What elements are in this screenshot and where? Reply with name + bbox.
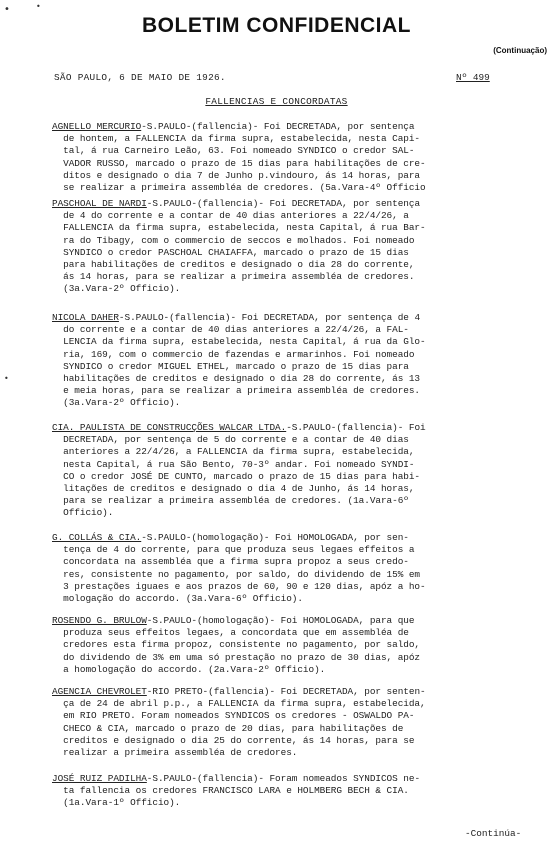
entry-line: -S.PAULO-(homologação)- Foi HOMOLOGADA, por sen-: [141, 532, 409, 543]
entry-line: -S.PAULO-(fallencia)- Foram nomeados SYNDICOS ne-: [146, 773, 421, 784]
entry-line: litações de creditos e designado o dia 4 de Junho, ás 14 horas,: [52, 483, 415, 495]
entry-line: de hontem, a FALLENCIA da firma supra, estabelecida, nesta Capi-: [52, 133, 421, 145]
entry-line: ás 14 horas, para se realizar a primeira assembléa de credores.: [52, 271, 415, 283]
entry-line: ta fallencia os credores FRANCISCO LARA e HOLMBERG BECH & CIA.: [52, 785, 409, 797]
entry-name: AGENCIA CHEVROLET: [52, 686, 147, 697]
entry-line: res, consistente no pagamento, por saldo, do dividendo de 15% em: [52, 568, 421, 580]
entry-line: -RIO PRETO-(fallencia)- Foi DECRETADA, por senten-: [146, 686, 426, 697]
entry-line: ditos e designado o dia 7 de Junho p.vindouro, ás 14 horas, para: [52, 169, 421, 181]
entry-line: SYNDICO o credor PASCHOAL CHAIAFFA, marcado o prazo de 15 dias: [52, 246, 409, 258]
entry-line: CHECO & CIA, marcado o prazo de 20 dias, para habilitações de: [52, 722, 404, 734]
margin-mark: •: [4, 374, 9, 383]
entry-line: VADOR RUSSO, marcado o prazo de 15 dias para habilitações de cre-: [52, 157, 426, 169]
entry-line: anteriores a 22/4/26, a FALLENCIA da firma supra, estabelecida,: [52, 446, 415, 458]
entry-cia-paulista-walcar: [52, 422, 544, 520]
entry-name: JOSÉ RUIZ PADILHA: [52, 773, 147, 784]
entry-jose-ruiz-padilha: [52, 773, 544, 810]
margin-mark: •: [4, 4, 10, 15]
entry-line: de 4 do corrente e a contar de 40 dias anteriores a 22/4/26, a: [52, 210, 409, 222]
entry-line: DECRETADA, por sentença de 5 do corrente e a contar de 40 dias: [52, 434, 409, 446]
entry-line: ça de 24 de abril p.p., a FALLENCIA da firma supra, estabelecida,: [52, 698, 426, 710]
bulletin-number: Nº 499: [456, 72, 490, 83]
entry-name: AGNELLO MERCURIO: [52, 121, 142, 132]
entry-name: PASCHOAL DE NARDI: [52, 198, 147, 209]
entry-line: FALLENCIA da firma supra, estabelecida, nesta Capital, á rua Bar-: [52, 222, 426, 234]
entry-line: do dividendo de 3% em uma só prestação no prazo de 30 dias, apóz: [52, 651, 421, 663]
entry-line: 3 prestações iguaes e aos prazos de 60, 90 e 120 dias, apóz a ho-: [52, 580, 426, 592]
entry-line: e meia horas, para se realizar a primeira assembléa de credores.: [52, 385, 421, 397]
entry-line: LENCIA da firma supra, estabelecida, nesta Capital, á rua da Glo-: [52, 336, 426, 348]
entry-line: realizar a primeira assembléa de credores.: [52, 747, 298, 759]
entry-line: CO o credor JOSÉ DE CUNTO, marcado o prazo de 15 dias para habi-: [52, 470, 421, 482]
entry-line: (3a.Vara-2º Officio).: [52, 397, 181, 409]
entry-line: para se realizar a primeira assembléa de credores. (1a.Vara-6º: [52, 495, 409, 507]
entry-line: mologação do accordo. (3a.Vara-6º Officio).: [52, 593, 303, 605]
entry-line: ra do Tibagy, com o commercio de seccos e molhados. Foi nomeado: [52, 234, 415, 246]
section-title: FALLENCIAS E CONCORDATAS: [205, 96, 348, 107]
continuation-label: (Continuação): [493, 46, 547, 55]
entry-line: habilitações de creditos e designado o dia 28 do corrente, ás 13: [52, 373, 421, 385]
entry-line: em RIO PRETO. Foram nomeados SYNDICOS os credores - OSWALDO PA-: [52, 710, 415, 722]
entry-line: (3a.Vara-2º Officio).: [52, 283, 181, 295]
entry-line: (1a.Vara-1º Officio).: [52, 797, 181, 809]
dateline: SÃO PAULO, 6 DE MAIO DE 1926.: [54, 72, 226, 83]
entry-line: tença de 4 do corrente, para que produza seus legaes effeitos a: [52, 544, 415, 556]
entry-agencia-chevrolet: [52, 686, 544, 759]
entry-name: NICOLA DAHER: [52, 312, 119, 323]
entry-line: produza seus effeitos legaes, a concordata que em assembléa de: [52, 627, 409, 639]
entry-rosendo-brulow: [52, 615, 544, 676]
entry-line: -S.PAULO-(fallencia)- Foi: [286, 422, 426, 433]
entry-line: -S.PAULO-(homologação)- Foi HOMOLOGADA, para que: [146, 615, 415, 626]
entry-line: credores esta firma propoz, consistente no pagamento, por saldo,: [52, 639, 421, 651]
entry-line: concordata na assembléa que a firma supra propoz a seus credo-: [52, 556, 409, 568]
document-title: BOLETIM CONFIDENCIAL: [142, 14, 411, 37]
entry-line: nesta Capital, á rua São Bento, 70-3º andar. Foi nomeado SYNDI-: [52, 458, 415, 470]
entry-line: -S.PAULO-(fallencia)- Foi DECRETADA, por sentença de 4: [118, 312, 421, 323]
entry-line: ria, 169, com o commercio de fazendas e armarinhos. Foi nomeado: [52, 348, 415, 360]
continua-label: -Continúa-: [465, 828, 522, 839]
entry-line: para habilitações de creditos e designado o dia 28 do corrente,: [52, 259, 415, 271]
entry-line: Officio).: [52, 507, 114, 519]
entry-line: creditos e designado o dia 25 do corrente, ás 14 horas, para se: [52, 734, 415, 746]
entry-line: do corrente e a contar de 40 dias anteriores a 22/4/26, a FAL-: [52, 324, 409, 336]
entry-agnello-mercurio: [52, 121, 544, 194]
entry-name: ROSENDO G. BRULOW: [52, 615, 147, 626]
entry-line: tal, á rua Carneiro Leão, 63. Foi nomeado SYNDICO o credor SAL-: [52, 145, 415, 157]
margin-mark: •: [36, 2, 41, 11]
entry-g-collas-cia: [52, 532, 544, 605]
entry-name: G. COLLÁS & CIA.: [52, 532, 142, 543]
entry-line: a homologação do accordo. (2a.Vara-2º Officio).: [52, 663, 326, 675]
entry-line: se realizar a primeira assembléa de credores. (5a.Vara-4º Officio: [52, 182, 426, 194]
entry-line: -S.PAULO-(fallencia)- Foi DECRETADA, por sentença: [141, 121, 415, 132]
entry-paschoal-de-nardi: [52, 198, 544, 296]
entry-line: -S.PAULO-(fallencia)- Foi DECRETADA, por sentença: [146, 198, 421, 209]
entry-line: SYNDICO o credor MIGUEL ETHEL, marcado o prazo de 15 dias para: [52, 360, 409, 372]
entry-nicola-daher: [52, 312, 544, 410]
entry-name: CIA. PAULISTA DE CONSTRUCÇÕES WALCAR LTDA.: [52, 422, 287, 433]
